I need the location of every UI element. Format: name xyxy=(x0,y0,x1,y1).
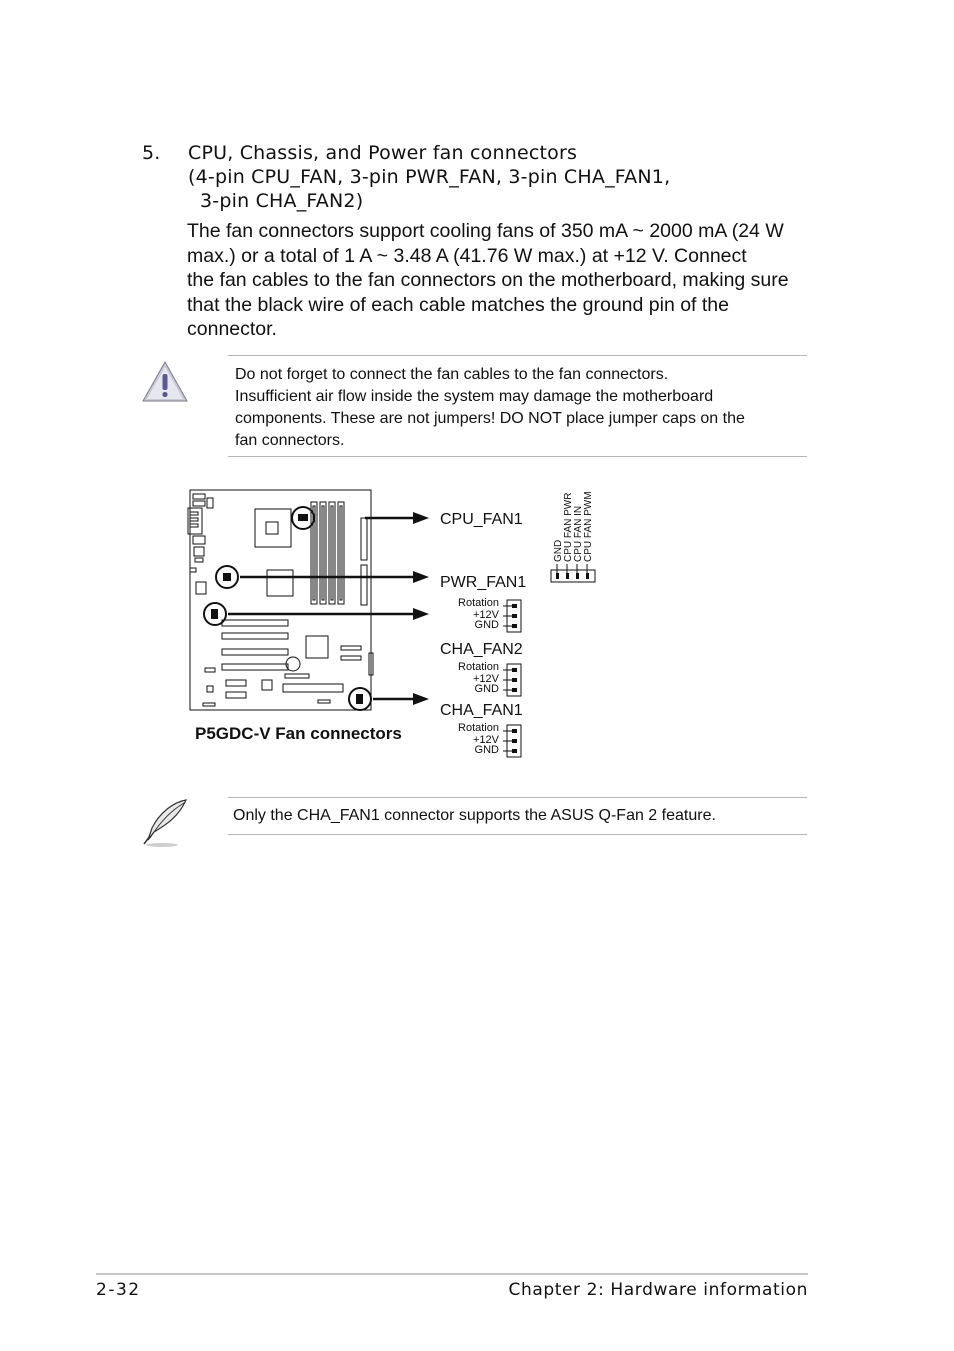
pin-label: GND xyxy=(474,683,499,695)
warning-text xyxy=(235,364,800,452)
cpu-fan1-label: CPU_FAN1 xyxy=(440,511,523,528)
warning-line: fan connectors. xyxy=(235,432,345,449)
chapter-title: Chapter 2: Hardware information xyxy=(508,1280,808,1300)
warning-line: Insufficient air flow inside the system may damage the motherboard xyxy=(235,388,714,405)
pin-label: +12V xyxy=(473,609,499,621)
pin-label: Rotation xyxy=(458,597,499,609)
note-box xyxy=(228,797,807,835)
pin-label: GND xyxy=(474,744,499,756)
body-line: The fan connectors support cooling fans of 350 mA ~ 2000 mA (24 W xyxy=(187,220,784,242)
warning-box xyxy=(228,355,807,457)
pin-label: +12V xyxy=(473,673,499,685)
warning-line: Do not forget to connect the fan cables to the fan connectors. xyxy=(235,366,669,383)
heading-line-2: (4-pin CPU_FAN, 3-pin PWR_FAN, 3-pin CHA_FAN1, xyxy=(188,166,671,188)
warning-line: components. These are not jumpers! DO NOT place jumper caps on the xyxy=(235,410,745,427)
body-line: the fan cables to the fan connectors on the motherboard, making sure xyxy=(187,269,789,291)
note-text: Only the CHA_FAN1 connector supports the ASUS Q-Fan 2 feature. xyxy=(233,807,716,824)
heading-line-1: CPU, Chassis, and Power fan connectors xyxy=(188,142,578,164)
cpu-pin-label: CPU FAN IN xyxy=(573,505,584,562)
pin-label: Rotation xyxy=(458,722,499,734)
cpu-pin-label: GND xyxy=(553,539,564,562)
fan-connector-diagram xyxy=(185,478,605,768)
body-line: max.) or a total of 1 A ~ 3.48 A (41.76 W max.) at +12 V. Connect xyxy=(187,244,747,267)
cpu-pin-label: CPU FAN PWR xyxy=(563,492,574,562)
cpu-fan-header xyxy=(551,491,595,582)
cha-fan2-label: CHA_FAN2 xyxy=(440,641,523,658)
warning-triangle-icon xyxy=(140,358,190,406)
body-line: that the black wire of each cable matches the ground pin of the xyxy=(187,293,730,316)
quill-pen-icon xyxy=(140,796,190,848)
footer-rule xyxy=(96,1273,808,1275)
motherboard-illustration xyxy=(188,490,373,710)
pin-label: GND xyxy=(474,619,499,631)
cha-fan2-header xyxy=(458,661,521,696)
heading-line-3: 3-pin CHA_FAN2) xyxy=(200,190,364,212)
section-number: 5. xyxy=(142,142,161,164)
pin-label: Rotation xyxy=(458,661,499,673)
diagram-caption: P5GDC-V Fan connectors xyxy=(195,724,402,743)
cha-fan1-header xyxy=(458,722,521,757)
body-paragraph xyxy=(187,219,812,342)
pwr-fan1-label: PWR_FAN1 xyxy=(440,574,527,591)
cha-fan1-label: CHA_FAN1 xyxy=(440,702,523,719)
pwr-fan-header xyxy=(458,597,521,632)
page-number: 2-32 xyxy=(96,1280,141,1300)
pin-label: +12V xyxy=(473,734,499,746)
cpu-pin-label: CPU FAN PWM xyxy=(583,491,594,562)
body-line: connector. xyxy=(187,318,277,340)
